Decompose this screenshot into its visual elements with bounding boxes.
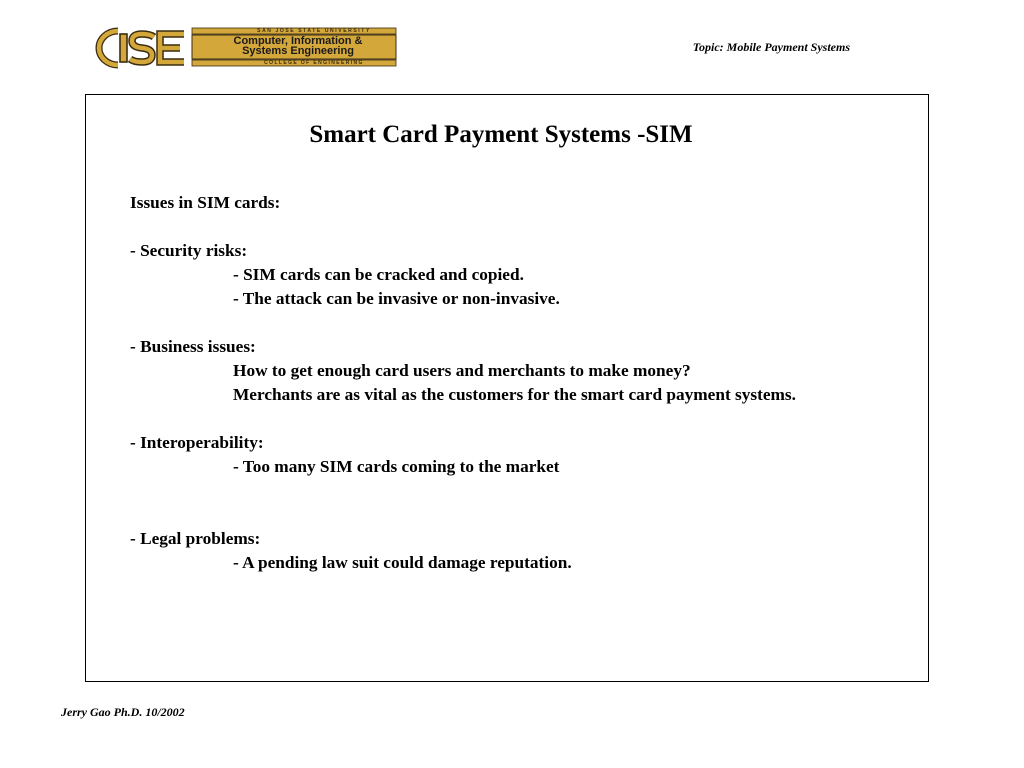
cise-logo <box>88 27 398 69</box>
section-heading-business: - Business issues: <box>130 337 256 356</box>
logo-college-text: COLLEGE OF ENGINEERING <box>264 60 364 66</box>
section-item: How to get enough card users and merchants to make money? <box>233 361 691 380</box>
slide-title-text: Smart Card Payment Systems -SIM <box>309 121 693 148</box>
logo-department-line2: Systems Engineering <box>242 45 354 57</box>
section-item: - SIM cards can be cracked and copied. <box>233 265 524 284</box>
logo-department-line1: Computer, Information & <box>233 35 363 47</box>
section-item: Merchants are as vital as the customers for the smart card payment systems. <box>233 385 796 404</box>
slide-title <box>86 121 928 149</box>
section-item: - A pending law suit could damage reputation. <box>233 553 572 572</box>
section-item: - The attack can be invasive or non-invasive. <box>233 289 560 308</box>
intro-line: Issues in SIM cards: <box>130 193 281 212</box>
section-item: - Too many SIM cards coming to the market <box>233 457 560 476</box>
slide-body <box>130 191 918 575</box>
section-heading-security: - Security risks: <box>130 241 248 260</box>
section-heading-interoperability: - Interoperability: <box>130 433 264 452</box>
section-heading-legal: - Legal problems: <box>130 529 261 548</box>
footer-author-date: Jerry Gao Ph.D. 10/2002 <box>61 705 185 719</box>
slide-content-box <box>85 94 929 682</box>
logo-university-text: SAN JOSE STATE UNIVERSITY <box>257 28 371 34</box>
slide-topic: Topic: Mobile Payment Systems <box>692 40 850 54</box>
